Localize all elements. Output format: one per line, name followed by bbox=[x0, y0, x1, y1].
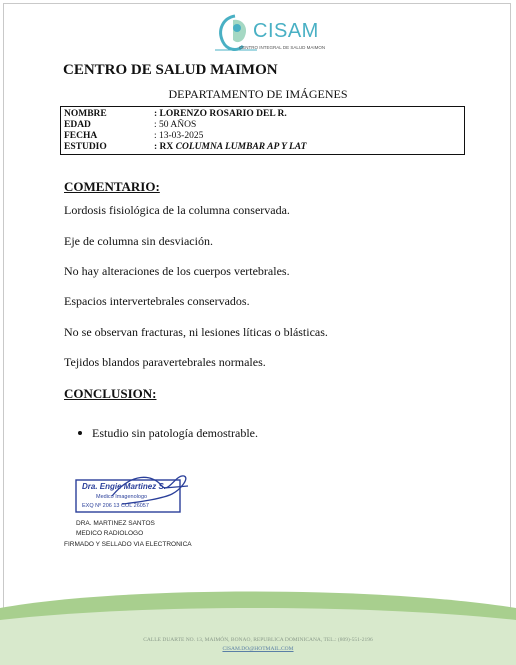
footer-address: CALLE DUARTE NO. 13, MAIMÓN, BONAO, REPUBLICA DOMINICANA, TEL.: (809)-551-2196 bbox=[143, 637, 373, 643]
logo-tagline: CENTRO INTEGRAL DE SALUD MAIMON bbox=[239, 45, 326, 50]
footer-wave bbox=[0, 590, 516, 665]
value-estudio-prefix: : RX bbox=[154, 142, 176, 152]
patient-info-box bbox=[60, 106, 465, 155]
signature-stamp-icon bbox=[72, 468, 202, 518]
department-title: DEPARTAMENTO DE IMÁGENES bbox=[168, 87, 348, 101]
finding-item: Lordosis fisiológica de la columna conservada. bbox=[64, 203, 290, 217]
doctor-name: DRA. MARTINEZ SANTOS bbox=[76, 520, 155, 527]
label-estudio: ESTUDIO bbox=[64, 142, 107, 152]
stamp-exequatur: EXQ Nº 206 13 COL 26057 bbox=[82, 503, 149, 509]
cisam-logo bbox=[205, 12, 325, 56]
finding-item: No hay alteraciones de los cuerpos vertebrales. bbox=[64, 264, 290, 278]
stamp-name: Dra. Engie Martinez S. bbox=[82, 482, 167, 491]
bullet-icon bbox=[78, 431, 82, 435]
value-nombre: : LORENZO ROSARIO DEL R. bbox=[154, 109, 287, 119]
value-estudio-name: COLUMNA LUMBAR AP Y LAT bbox=[175, 142, 307, 152]
signed-note: FIRMADO Y SELLADO VIA ELECTRONICA bbox=[64, 541, 192, 548]
value-edad: : 50 AÑOS bbox=[154, 120, 197, 130]
finding-item: Eje de columna sin desviación. bbox=[64, 234, 213, 248]
comentario-heading: COMENTARIO: bbox=[64, 179, 160, 194]
label-nombre: NOMBRE bbox=[64, 109, 107, 119]
stamp-title: Medico Imagenologo bbox=[96, 494, 148, 500]
conclusion-item bbox=[78, 426, 258, 441]
value-fecha: : 13-03-2025 bbox=[154, 131, 204, 141]
footer-email[interactable]: CISAM.DO@HOTMAIL.COM bbox=[222, 646, 294, 652]
logo-wordmark: CISAM bbox=[253, 20, 319, 42]
finding-item: Espacios intervertebrales conservados. bbox=[64, 294, 250, 308]
conclusion-heading: CONCLUSION: bbox=[64, 386, 157, 401]
label-edad: EDAD bbox=[64, 120, 91, 130]
value-estudio bbox=[154, 142, 306, 153]
finding-item: Tejidos blandos paravertebrales normales. bbox=[64, 355, 266, 369]
center-name: CENTRO DE SALUD MAIMON bbox=[63, 62, 278, 78]
label-fecha: FECHA bbox=[64, 131, 98, 141]
finding-item: No se observan fracturas, ni lesiones líticas o blásticas. bbox=[64, 325, 328, 339]
conclusion-text: Estudio sin patología demostrable. bbox=[92, 426, 258, 440]
doctor-title: MEDICO RADIOLOGO bbox=[76, 530, 144, 537]
